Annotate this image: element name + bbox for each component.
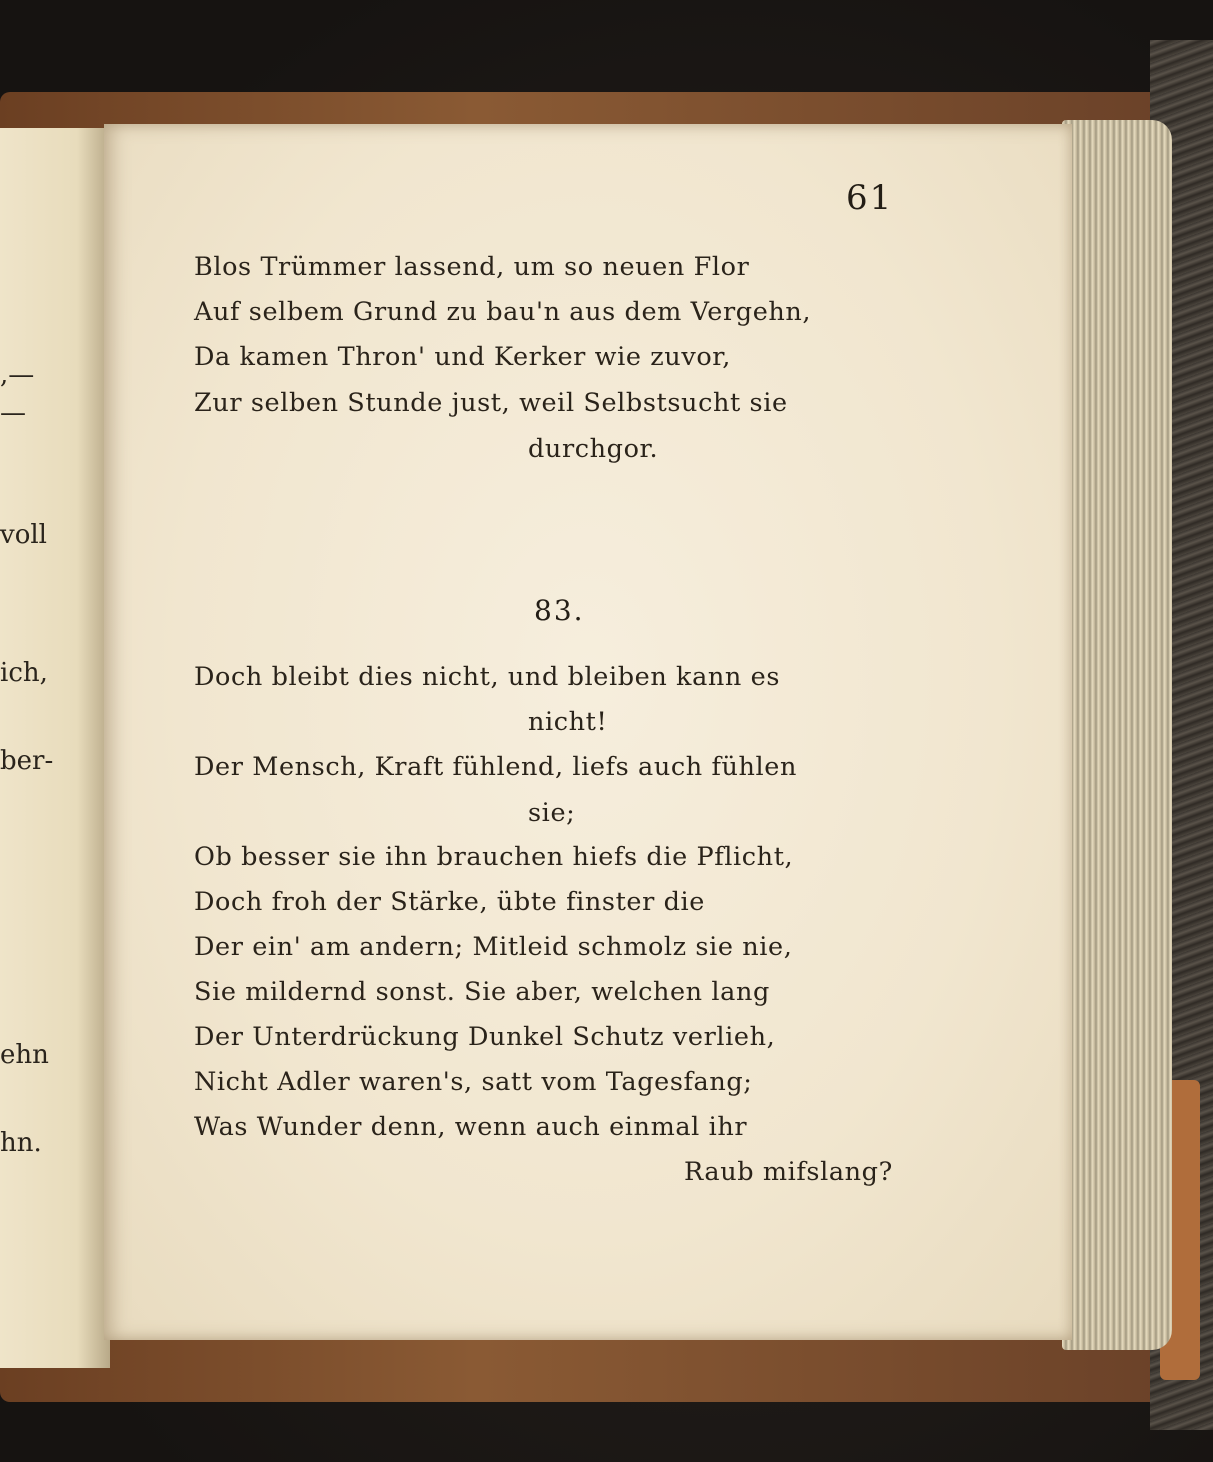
verse-line: Doch bleibt dies nicht, und bleiben kann es: [194, 662, 781, 692]
stanza-number: 83.: [534, 594, 585, 627]
verse-line: Der Mensch, Kraft fühlend, liefs auch fühlen: [194, 752, 798, 782]
verse-line: Blos Trümmer lassend, um so neuen Flor: [194, 252, 750, 282]
verse-line: Auf selbem Grund zu bau'n aus dem Vergehn,: [194, 297, 812, 327]
left-fragment: ich,: [0, 658, 48, 688]
verse-line: Was Wunder denn, wenn auch einmal ihr: [194, 1112, 748, 1142]
left-fragment: ber-: [0, 746, 54, 776]
page-edges: [1062, 120, 1172, 1350]
left-fragment: ,—: [0, 360, 35, 390]
verse-line-continuation: Raub mifslang?: [684, 1157, 893, 1187]
verse-line-continuation: nicht!: [528, 707, 608, 737]
left-fragment: ehn: [0, 1040, 49, 1070]
verse-line: Der Unterdrückung Dunkel Schutz verlieh,: [194, 1022, 776, 1052]
verse-line: Doch froh der Stärke, übte finster die: [194, 887, 705, 917]
verse-line: Nicht Adler waren's, satt vom Tagesfang;: [194, 1067, 753, 1097]
verse-line-continuation: durchgor.: [528, 434, 659, 464]
book-page: [104, 124, 1072, 1340]
page-number: 61: [846, 178, 894, 218]
left-fragment: —: [0, 398, 26, 428]
verse-line: Zur selben Stunde just, weil Selbstsucht sie: [194, 388, 788, 418]
left-page-text: [0, 128, 110, 1368]
verse-line: Der ein' am andern; Mitleid schmolz sie nie,: [194, 932, 793, 962]
left-page: [0, 128, 110, 1368]
verse-line-continuation: sie;: [528, 798, 576, 828]
left-fragment: voll: [0, 520, 47, 550]
verse-line: Sie mildernd sonst. Sie aber, welchen lang: [194, 977, 770, 1007]
verse-line: Da kamen Thron' und Kerker wie zuvor,: [194, 342, 731, 372]
left-fragment: hn.: [0, 1128, 42, 1158]
verse-line: Ob besser sie ihn brauchen hiefs die Pflicht,: [194, 842, 794, 872]
